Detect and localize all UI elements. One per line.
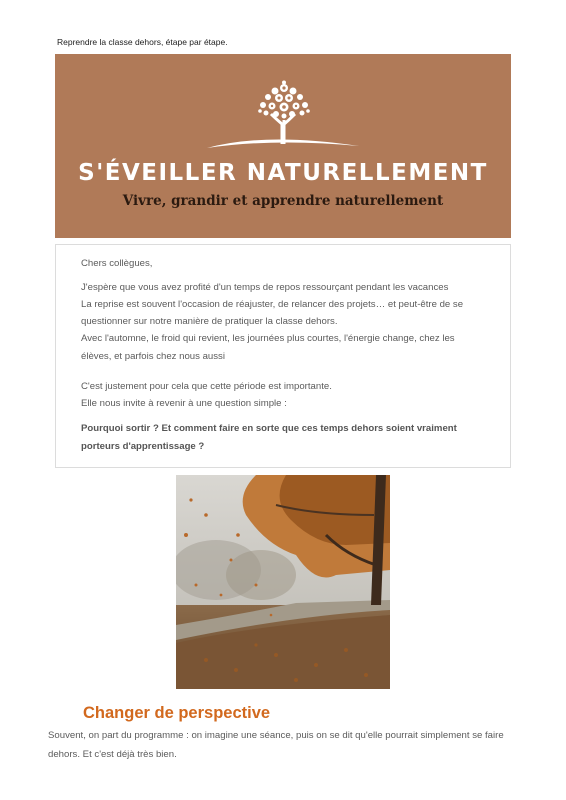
- brand-tagline: Vivre, grandir et apprendre naturellement: [122, 193, 444, 209]
- section-title: Changer de perspective: [83, 704, 271, 722]
- letter-paragraph-1: J'espère que vous avez profité d'un temps de repos ressourçant pendant les vacances: [81, 282, 449, 293]
- letter-card: [55, 244, 511, 468]
- header-banner: [55, 54, 511, 238]
- brand-name: S'ÉVEILLER NATURELLEMENT: [78, 160, 488, 186]
- greeting: Chers collègues,: [81, 258, 153, 269]
- swoosh-divider: [205, 134, 361, 152]
- letter-paragraph-2: La reprise est souvent l'occasion de réajuster, de relancer des projets… et peut-être de se questionner sur notre manière de pratiquer la classe dehors.: [81, 299, 464, 327]
- autumn-photo: [176, 475, 390, 689]
- key-question: Pourquoi sortir ? Et comment faire en sorte que ces temps dehors soient vraiment porteurs d'apprentissage ?: [81, 423, 457, 452]
- letter-paragraph-5: Elle nous invite à revenir à une question simple :: [81, 398, 287, 409]
- letter-paragraph-4: C'est justement pour cela que cette période est importante.: [81, 381, 332, 392]
- section-body: Souvent, on part du programme : on imagine une séance, puis on se dit qu'elle pourrait simplement se faire dehors. Et c'est déjà très bien.: [48, 730, 504, 760]
- letter-paragraph-3: Avec l'automne, le froid qui revient, les journées plus courtes, l'énergie change, chez les élèves, et parfois chez nous aussi: [81, 333, 455, 362]
- preheader-text: Reprendre la classe dehors, étape par étape.: [57, 37, 228, 47]
